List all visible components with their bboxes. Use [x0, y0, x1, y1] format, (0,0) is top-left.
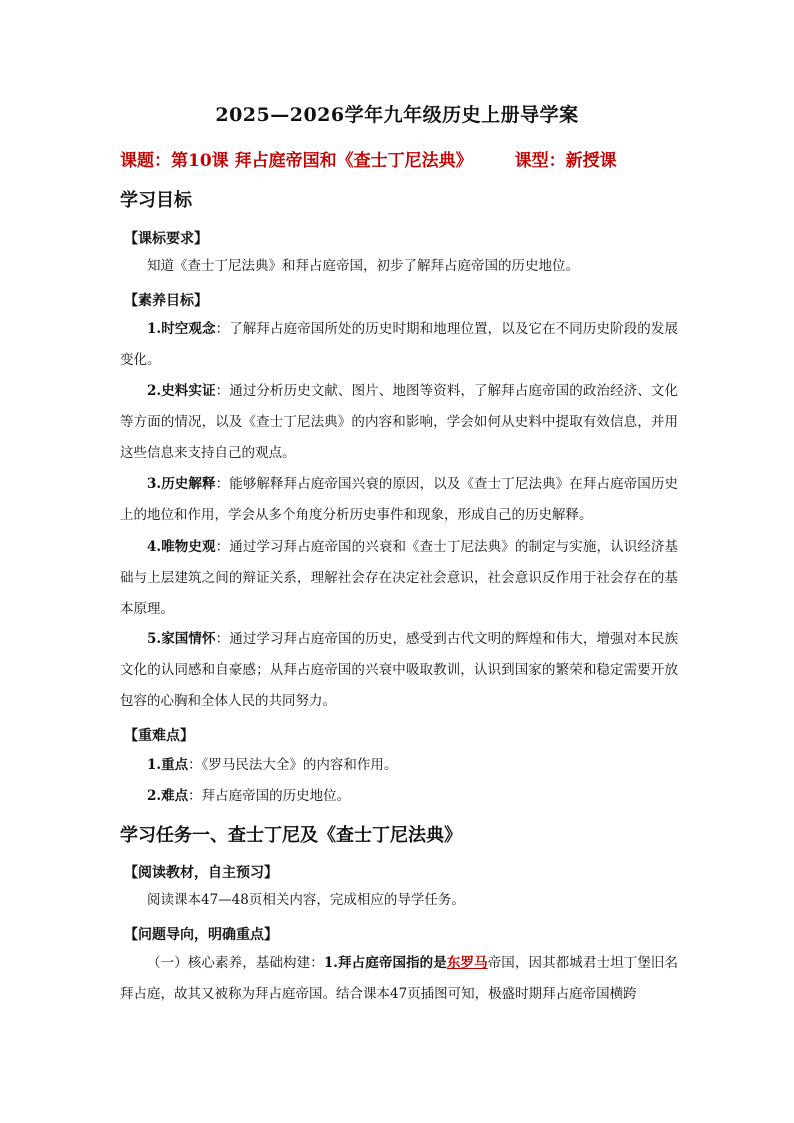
key-term: 1.重点	[147, 757, 189, 773]
goal-item-5	[120, 624, 678, 717]
answer-blank: 东罗马	[446, 955, 488, 971]
key-points-label: 【重难点】	[124, 728, 194, 744]
lesson-title: 课题：第10课 拜占庭帝国和《查士丁尼法典》	[120, 151, 473, 171]
literacy-label: 【素养目标】	[124, 293, 208, 309]
goal-text: ：通过学习拜占庭帝国的兴衰和《查士丁尼法典》的制定与实施，认识经济基础与上层建筑之间的辩证关系，理解社会存在决定社会意识，社会意识反作用于社会存在的基本原理。	[120, 539, 679, 617]
key-text: ：拜占庭帝国的历史地位。	[188, 788, 351, 804]
goal-text: ：了解拜占庭帝国所处的历史时期和地理位置，以及它在不同历史阶段的发展变化。	[120, 321, 679, 368]
lesson-line	[120, 146, 617, 171]
goal-term: 2.史料实证	[147, 383, 216, 399]
key-term: 2.难点	[147, 788, 189, 804]
goal-text: ：能够解释拜占庭帝国兴衰的原因，以及《查士丁尼法典》在拜占庭帝国历史上的地位和作用，学会从多个角度分析历史事件和现象，形成自己的历史解释。	[120, 476, 679, 523]
key-point-1	[120, 750, 678, 781]
goal-term: 5.家国情怀	[147, 631, 216, 647]
questions-label: 【问题导向，明确重点】	[124, 927, 278, 943]
reading-text: 阅读课本47—48页相关内容，完成相应的导学任务。	[147, 892, 465, 908]
section-heading-task1: 学习任务一、查士丁尼及《查士丁尼法典》	[120, 825, 462, 846]
goal-item-2	[120, 376, 678, 469]
goal-term: 1.时空观念	[147, 321, 216, 337]
goal-item-1	[120, 314, 678, 376]
key-text: ：《罗马民法大全》的内容和作用。	[188, 757, 398, 773]
curriculum-label: 【课标要求】	[124, 231, 208, 247]
goal-term: 4.唯物史观	[147, 539, 216, 555]
goal-term: 3.历史解释	[147, 476, 216, 492]
question-paragraph	[120, 948, 678, 1010]
question-lead: 1.拜占庭帝国指的是	[323, 955, 447, 971]
question-prefix: （一）核心素养，基础构建：	[147, 955, 324, 971]
key-point-2	[120, 781, 678, 812]
curriculum-text: 知道《查士丁尼法典》和拜占庭帝国，初步了解拜占庭帝国的历史地位。	[147, 258, 579, 274]
section-heading-goals: 学习目标	[120, 190, 192, 211]
lesson-type: 课型：新授课	[514, 151, 617, 171]
goal-text: ：通过分析历史文献、图片、地图等资料，了解拜占庭帝国的政治经济、文化等方面的情况，以及《查士丁尼法典》的内容和影响，学会如何从史料中提取有效信息，并用这些信息来支持自己的观点。	[120, 383, 679, 461]
goal-text: ：通过学习拜占庭帝国的历史，感受到古代文明的辉煌和伟大，增强对本民族文化的认同感和自豪感；从拜占庭帝国的兴衰中吸取教训，认识到国家的繁荣和稳定需要开放包容的心胸和全体人民的共同努力。	[120, 631, 679, 709]
goal-item-3	[120, 469, 678, 531]
goal-item-4	[120, 532, 678, 625]
document-title: 2025—2026学年九年级历史上册导学案	[215, 104, 579, 126]
question-rest: 帝国，因其都城君士坦丁堡旧名拜占庭，故其又被称为拜占庭帝国。结合课本47页插图可知，极盛时期拜占庭帝国横跨	[120, 955, 679, 1002]
reading-label: 【阅读教材，自主预习】	[124, 865, 278, 881]
